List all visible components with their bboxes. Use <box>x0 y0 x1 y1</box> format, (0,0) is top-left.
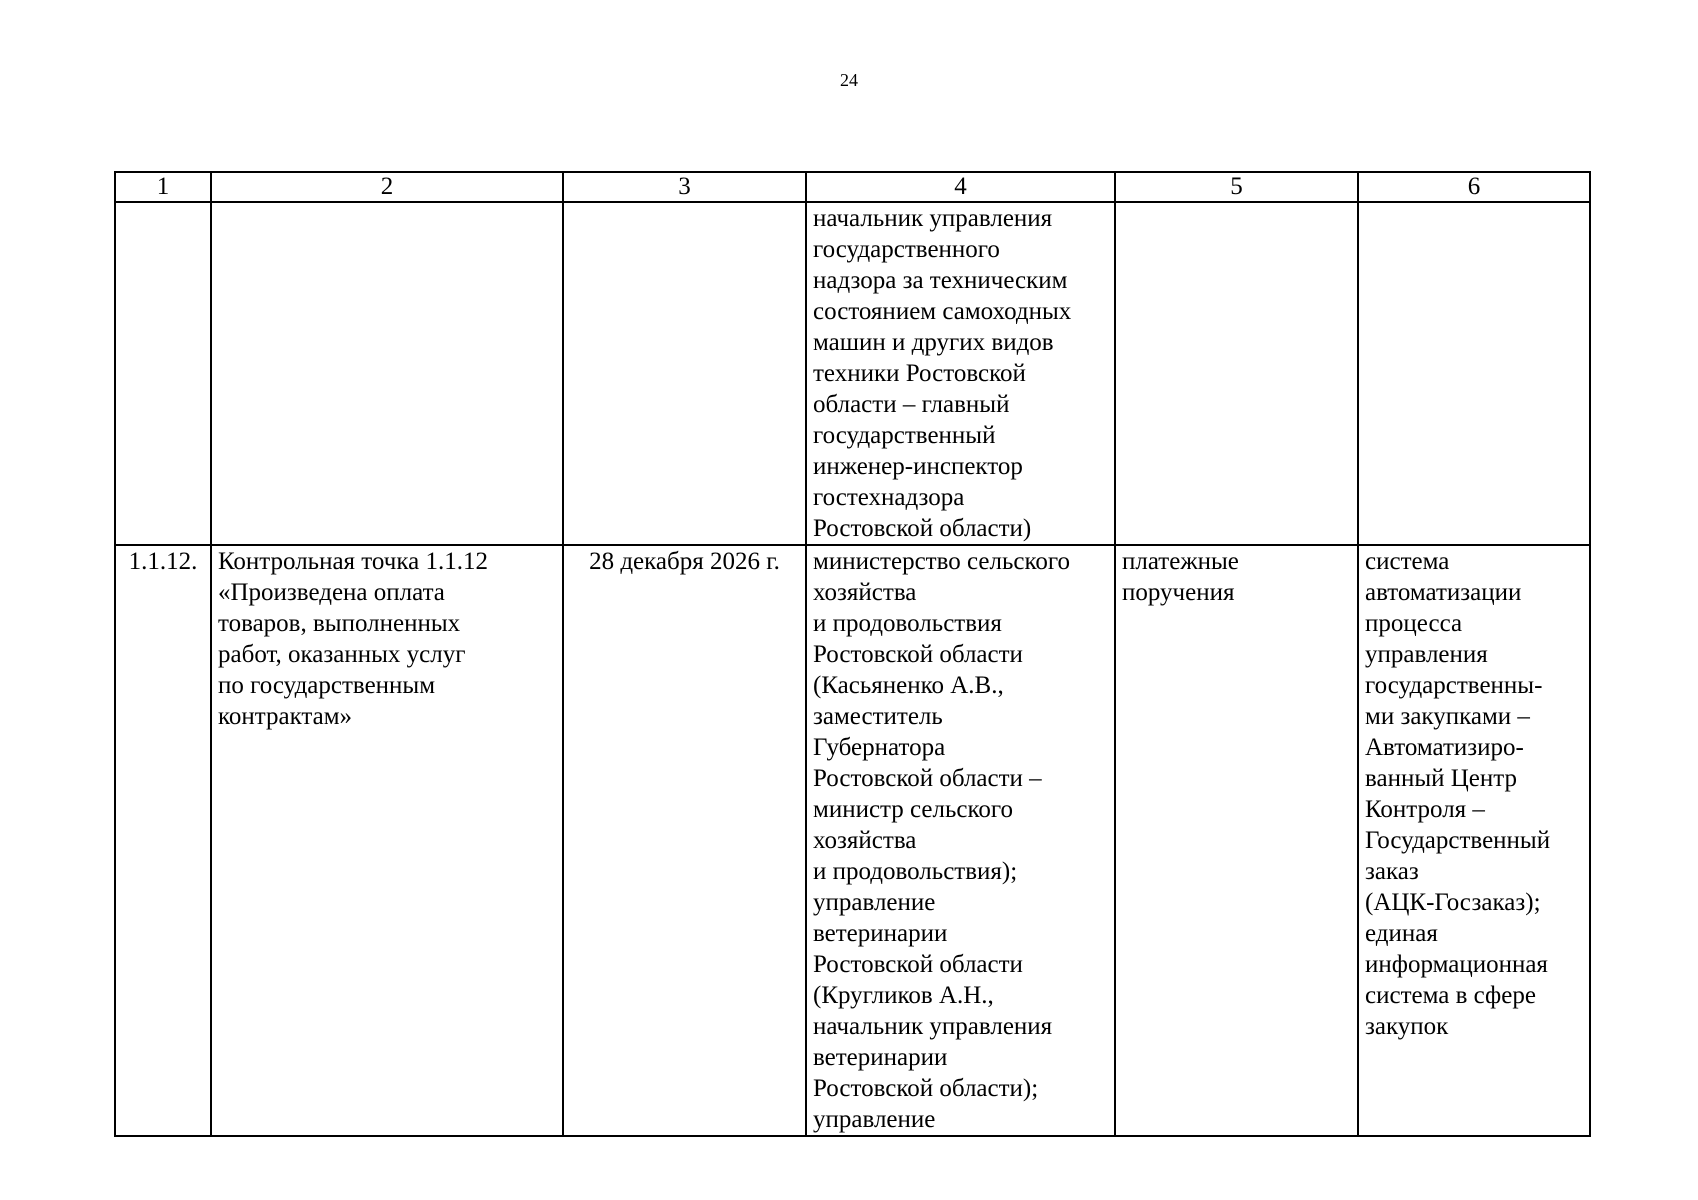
text-line: надзора за техническим <box>813 267 1068 294</box>
column-header-1: 1 <box>115 172 211 202</box>
text-line: контрактам» <box>218 703 353 730</box>
text-line: Ростовской области <box>813 641 1023 668</box>
text-line: (Кругликов А.Н., <box>813 982 994 1009</box>
text-line: Государственный <box>1365 827 1551 854</box>
text-line: процесса <box>1365 610 1463 637</box>
column-header-4: 4 <box>806 172 1115 202</box>
column-header-5: 5 <box>1115 172 1358 202</box>
text-line: государственный <box>813 422 996 449</box>
text-line: автоматизации <box>1365 579 1522 606</box>
table-row-continuation <box>115 202 1590 545</box>
text-line: гостехнадзора <box>813 484 965 511</box>
text-line: закупок <box>1365 1013 1449 1040</box>
text-line: инженер-инспектор <box>813 453 1023 480</box>
text-line: хозяйства <box>813 827 917 854</box>
text-line: Ростовской области); <box>813 1075 1039 1102</box>
table-header-row <box>115 172 1590 202</box>
text-line: машин и других видов <box>813 329 1054 356</box>
table-row <box>115 545 1590 1136</box>
text-line: министр сельского <box>813 796 1014 823</box>
text-line: техники Ростовской <box>813 360 1026 387</box>
column-header-2: 2 <box>211 172 563 202</box>
text-line: платежные <box>1122 548 1239 575</box>
empty-cell <box>1115 202 1358 545</box>
item-number: 1.1.12. <box>115 545 211 1136</box>
text-line: Автоматизиро- <box>1365 734 1524 761</box>
text-line: заказ <box>1365 858 1419 885</box>
text-line: информационная <box>1365 951 1548 978</box>
empty-cell <box>211 202 563 545</box>
responsible-cell-continuation <box>806 202 1115 545</box>
text-line: (АЦК-Госзаказ); <box>1365 889 1541 916</box>
text-line: товаров, выполненных <box>218 610 461 637</box>
text-line: управление <box>813 889 936 916</box>
text-line: министерство сельского <box>813 548 1070 575</box>
text-line: и продовольствия <box>813 610 1002 637</box>
deadline-date: 28 декабря 2026 г. <box>563 545 806 1136</box>
text-line: система в сфере <box>1365 982 1536 1009</box>
empty-cell <box>115 202 211 545</box>
text-line: поручения <box>1122 579 1235 606</box>
text-line: ветеринарии <box>813 920 948 947</box>
text-line: области – главный <box>813 391 1010 418</box>
text-line: ванный Центр <box>1365 765 1518 792</box>
text-line: Губернатора <box>813 734 946 761</box>
page-number: 24 <box>840 70 858 90</box>
text-line: «Произведена оплата <box>218 579 445 606</box>
text-line: работ, оказанных услуг <box>218 641 466 668</box>
information-system <box>1358 545 1590 1136</box>
empty-cell <box>1358 202 1590 545</box>
confirming-document <box>1115 545 1358 1136</box>
text-line: ветеринарии <box>813 1044 948 1071</box>
text-line: по государственным <box>218 672 436 699</box>
column-header-3: 3 <box>563 172 806 202</box>
responsible-executors <box>806 545 1115 1136</box>
control-point-name <box>211 545 563 1136</box>
text-line: заместитель <box>813 703 943 730</box>
text-line: Ростовской области – <box>813 765 1042 792</box>
empty-cell <box>563 202 806 545</box>
text-line: хозяйства <box>813 579 917 606</box>
text-line: управление <box>813 1106 936 1133</box>
text-line: начальник управления <box>813 205 1053 232</box>
column-header-6: 6 <box>1358 172 1590 202</box>
text-line: Ростовской области) <box>813 515 1032 542</box>
text-line: государственны- <box>1365 672 1543 699</box>
text-line: управления <box>1365 641 1488 668</box>
text-line: состоянием самоходных <box>813 298 1072 325</box>
text-line: Контрольная точка 1.1.12 <box>218 548 488 575</box>
control-points-table <box>114 171 1591 1137</box>
text-line: начальник управления <box>813 1013 1053 1040</box>
text-line: (Касьяненко А.В., <box>813 672 1004 699</box>
text-line: Контроля – <box>1365 796 1485 823</box>
text-line: система <box>1365 548 1450 575</box>
text-line: государственного <box>813 236 1000 263</box>
text-line: Ростовской области <box>813 951 1023 978</box>
text-line: и продовольствия); <box>813 858 1018 885</box>
text-line: единая <box>1365 920 1438 947</box>
text-line: ми закупками – <box>1365 703 1530 730</box>
